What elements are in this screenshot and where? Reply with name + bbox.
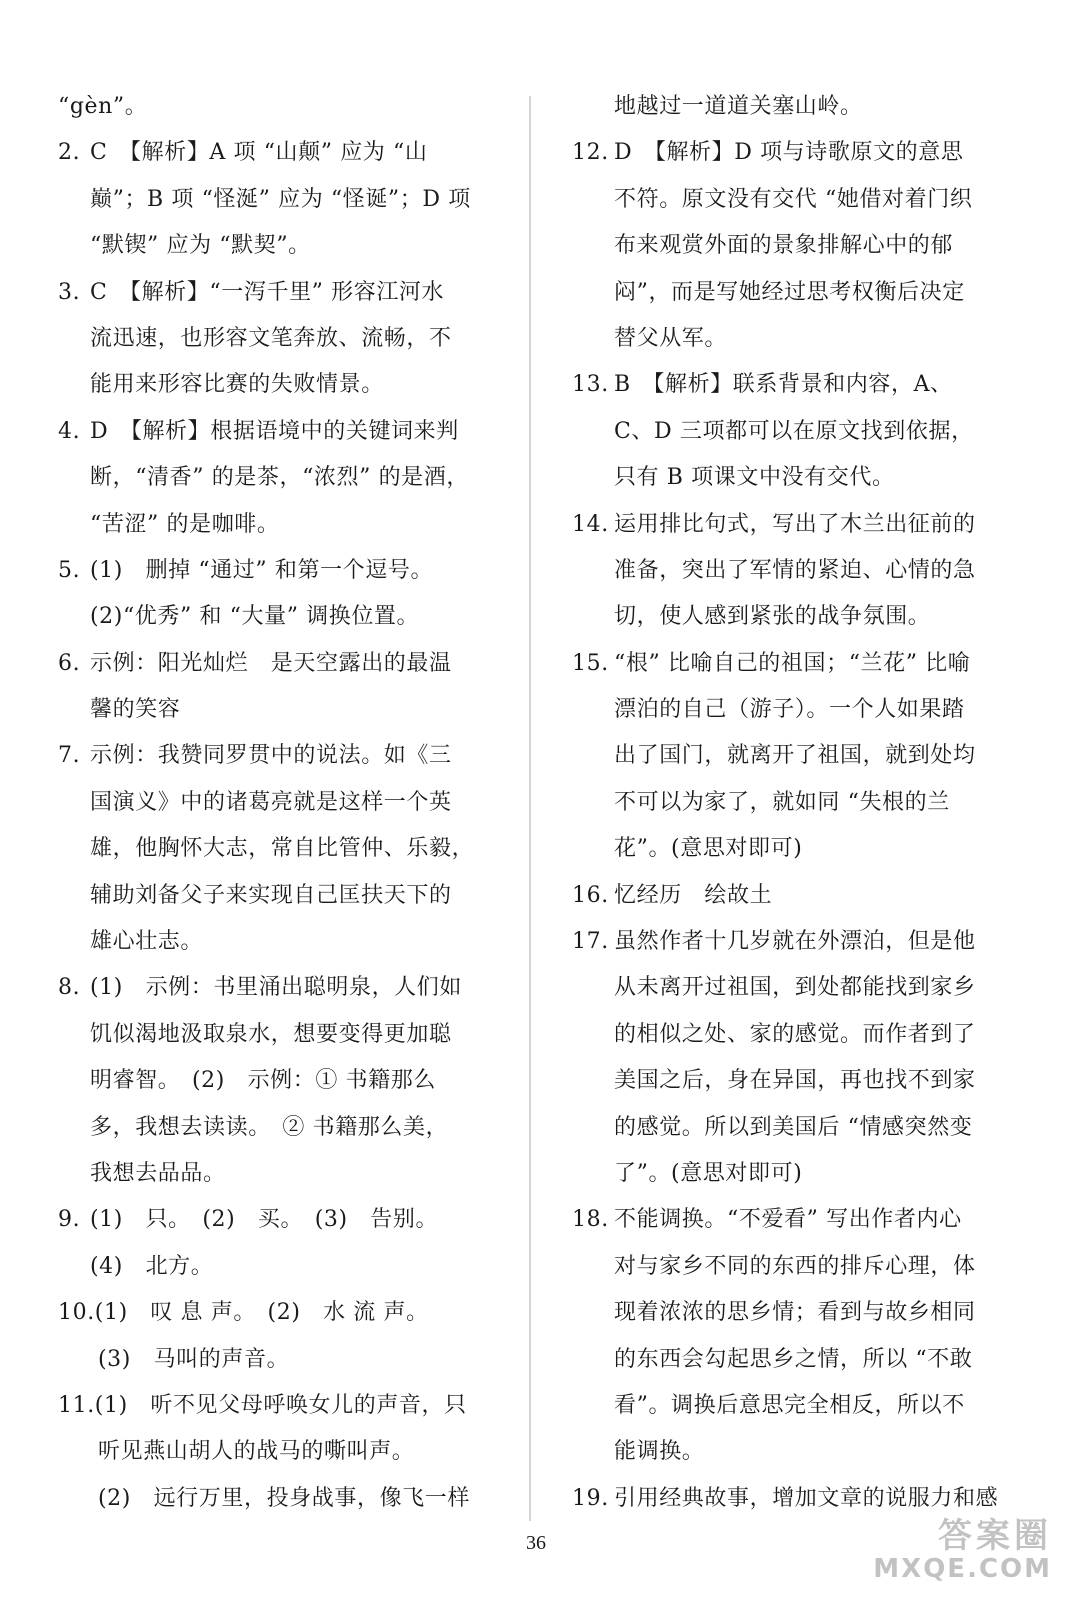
answer-text: 馨的笑容 (90, 697, 181, 723)
answer-line (58, 594, 498, 640)
answer-line (572, 548, 1012, 594)
answer-line (58, 733, 498, 779)
answer-line (572, 965, 1012, 1011)
watermark-text-bottom: MXQE.COM (873, 1554, 1052, 1584)
answer-line (58, 84, 498, 130)
answer-line (58, 409, 498, 455)
answer-text: (1) 只。 (2) 买。 (3) 告别。 (90, 1207, 439, 1233)
answer-text: 只有 B 项课文中没有交代。 (614, 465, 895, 491)
answer-text: C 【解析】A 项 “山颠” 应为 “山 (90, 140, 428, 166)
question-number: 8. (58, 975, 81, 1001)
answer-line (58, 270, 498, 316)
answer-line (572, 780, 1012, 826)
column-divider (529, 96, 531, 1521)
question-number: 16. (572, 882, 609, 908)
answer-line (572, 687, 1012, 733)
question-number: 18. (572, 1207, 609, 1233)
answer-text: 虽然作者十几岁就在外漂泊，但是他 (614, 929, 976, 955)
answer-line (58, 780, 498, 826)
answer-line (572, 1383, 1012, 1429)
question-number: 11. (58, 1392, 95, 1418)
answer-text: 地越过一道道关塞山岭。 (614, 94, 863, 119)
answer-text: “苦涩” 的是咖啡。 (90, 511, 280, 537)
answer-line (572, 455, 1012, 501)
answer-line (58, 177, 498, 223)
question-number: 5. (58, 557, 81, 583)
answer-line (572, 1105, 1012, 1151)
answer-line (572, 1244, 1012, 1290)
answer-text: 的相似之处、家的感觉。而作者到了 (614, 1021, 976, 1047)
question-number: 17. (572, 929, 609, 955)
answer-line (58, 548, 498, 594)
answer-line (572, 177, 1012, 223)
answer-line (572, 1290, 1012, 1336)
answer-text: 能用来形容比赛的失败情景。 (90, 372, 384, 398)
question-number: 7. (58, 743, 81, 769)
answer-text: 的东西会勾起思乡之情，所以 “不敢 (614, 1346, 973, 1372)
page-number: 36 (526, 1532, 546, 1554)
question-number: 3. (58, 279, 81, 305)
answer-text: 漂泊的自己（游子）。一个人如果踏 (614, 697, 965, 723)
answer-text: 流迅速，也形容文笔奔放、流畅，不 (90, 325, 452, 351)
answer-line (58, 641, 498, 687)
answer-line (58, 1151, 498, 1197)
answer-text: (1) 听不见父母呼唤女儿的声音，只 (94, 1392, 467, 1418)
answer-line (58, 1337, 498, 1383)
question-number: 15. (572, 650, 609, 676)
answer-line (572, 1058, 1012, 1104)
answer-line (58, 1244, 498, 1290)
answer-line (572, 223, 1012, 269)
answer-line (572, 362, 1012, 408)
answer-text: 国演义》中的诸葛亮就是这样一个英 (90, 789, 452, 815)
answer-line (58, 687, 498, 733)
left-column (58, 84, 498, 1522)
answer-text: 我想去品品。 (90, 1160, 226, 1186)
answer-line (58, 1429, 498, 1475)
answer-text: 听见燕山胡人的战马的嘶叫声。 (98, 1439, 415, 1465)
answer-text: B 【解析】联系背景和内容，A、 (614, 372, 953, 398)
answer-text: 巅”；B 项 “怪涎” 应为 “怪诞”；D 项 (90, 186, 471, 212)
answer-text: 美国之后，身在异国，再也找不到家 (614, 1068, 976, 1094)
answer-text: 出了国门，就离开了祖国，就到处均 (614, 743, 976, 769)
answer-line (58, 455, 498, 501)
answer-line (572, 1337, 1012, 1383)
answer-text: C 【解析】“一泻千里” 形容江河水 (90, 279, 445, 305)
answer-text: 替父从军。 (614, 325, 728, 351)
question-number: 9. (58, 1207, 81, 1233)
answer-line (58, 362, 498, 408)
answer-text: (1) 删掉 “通过” 和第一个逗号。 (90, 557, 434, 583)
answer-line (58, 965, 498, 1011)
answer-text: 雄心壮志。 (90, 929, 204, 955)
answer-text: 切，使人感到紧张的战争氛围。 (614, 604, 931, 630)
question-number: 2. (58, 140, 81, 166)
answer-text: 示例：我赞同罗贯中的说法。如《三 (90, 743, 452, 769)
answer-text: 断，“清香” 的是茶，“浓烈” 的是酒， (90, 465, 469, 491)
answer-text: (1) 叹 息 声。 (2) 水 流 声。 (94, 1300, 429, 1326)
answer-line (572, 873, 1012, 919)
answer-line (572, 84, 1012, 130)
question-number: 4. (58, 418, 81, 444)
question-number: 19. (572, 1485, 609, 1511)
watermark-logo (852, 1518, 1052, 1588)
answer-text: 辅助刘备父子来实现自己匡扶天下的 (90, 882, 452, 908)
answer-text: 饥似渴地汲取泉水，想要变得更加聪 (90, 1021, 452, 1047)
answer-line (572, 1012, 1012, 1058)
answer-text: 雄，他胸怀大志，常自比管仲、乐毅， (90, 836, 475, 862)
answer-line (572, 919, 1012, 965)
answer-line (58, 1105, 498, 1151)
answer-text: “根” 比喻自己的祖国；“兰花” 比喻 (614, 650, 971, 676)
right-column (572, 84, 1012, 1522)
answer-text: 对与家乡不同的东西的排斥心理，体 (614, 1253, 976, 1279)
answer-line (58, 502, 498, 548)
answer-text: (2) 远行万里，投身战事，像飞一样 (98, 1485, 470, 1511)
answer-line (58, 919, 498, 965)
answer-text: C、D 三项都可以在原文找到依据， (614, 418, 974, 444)
answer-line (58, 873, 498, 919)
question-number: 14. (572, 511, 609, 537)
answer-line (572, 826, 1012, 872)
answer-line (58, 130, 498, 176)
answer-text: “gèn”。 (58, 94, 148, 119)
answer-line (572, 594, 1012, 640)
question-number: 10. (58, 1300, 95, 1326)
answer-text: (1) 示例：书里涌出聪明泉，人们如 (90, 975, 462, 1001)
answer-text: 准备，突出了军情的紧迫、心情的急 (614, 557, 976, 583)
answer-text: 花”。(意思对即可) (614, 836, 803, 862)
answer-text: “默锲” 应为 “默契”。 (90, 233, 311, 259)
answer-text: 明睿智。 (2) 示例：① 书籍那么 (90, 1068, 436, 1094)
question-number: 12. (572, 140, 609, 166)
answer-line (58, 223, 498, 269)
answer-text: 不能调换。“不爱看” 写出作者内心 (614, 1207, 962, 1233)
answer-line (572, 409, 1012, 455)
answer-line (58, 1290, 498, 1336)
answer-line (572, 1151, 1012, 1197)
answer-line (572, 130, 1012, 176)
answer-text: 忆经历 绘故土 (614, 882, 773, 908)
answer-text: 布来观赏外面的景象排解心中的郁 (614, 233, 954, 259)
answer-text: 从未离开过祖国，到处都能找到家乡 (614, 975, 976, 1001)
answer-line (58, 1476, 498, 1522)
answer-text: 的感觉。所以到美国后 “情感突然变 (614, 1114, 973, 1140)
answer-text: 示例：阳光灿烂 是天空露出的最温 (90, 650, 452, 676)
answer-line (58, 1197, 498, 1243)
answer-text: (4) 北方。 (90, 1253, 214, 1279)
question-number: 6. (58, 650, 81, 676)
answer-text: 现着浓浓的思乡情；看到与故乡相同 (614, 1300, 976, 1326)
answer-line (572, 316, 1012, 362)
answer-line (572, 502, 1012, 548)
answer-line (572, 641, 1012, 687)
answer-text: (3) 马叫的声音。 (98, 1346, 290, 1372)
answer-text: 多，我想去读读。 ② 书籍那么美， (90, 1114, 449, 1140)
answer-line (572, 733, 1012, 779)
answer-line (58, 1012, 498, 1058)
answer-line (58, 1383, 498, 1429)
answer-text: 能调换。 (614, 1439, 705, 1465)
answer-line (572, 1197, 1012, 1243)
answer-text: D 【解析】D 项与诗歌原文的意思 (614, 140, 964, 166)
question-number: 13. (572, 372, 609, 398)
answer-line (572, 1429, 1012, 1475)
answer-text: 运用排比句式，写出了木兰出征前的 (614, 511, 976, 537)
answer-text: 了”。(意思对即可) (614, 1160, 803, 1186)
answer-text: D 【解析】根据语境中的关键词来判 (90, 418, 459, 444)
answer-line (58, 316, 498, 362)
answer-text: 不可以为家了，就如同 “失根的兰 (614, 789, 950, 815)
answer-text: 闷”，而是写她经过思考权衡后决定 (614, 279, 965, 305)
answer-text: 看”。调换后意思完全相反，所以不 (614, 1392, 965, 1418)
answer-text: (2)“优秀” 和 “大量” 调换位置。 (90, 604, 420, 630)
answer-line (58, 826, 498, 872)
answer-line (572, 270, 1012, 316)
answer-text: 引用经典故事，增加文章的说服力和感 (614, 1485, 999, 1511)
watermark-text-top: 答案圈 (938, 1516, 1052, 1556)
answer-line (58, 1058, 498, 1104)
answer-text: 不符。原文没有交代 “她借对着门织 (614, 186, 973, 212)
